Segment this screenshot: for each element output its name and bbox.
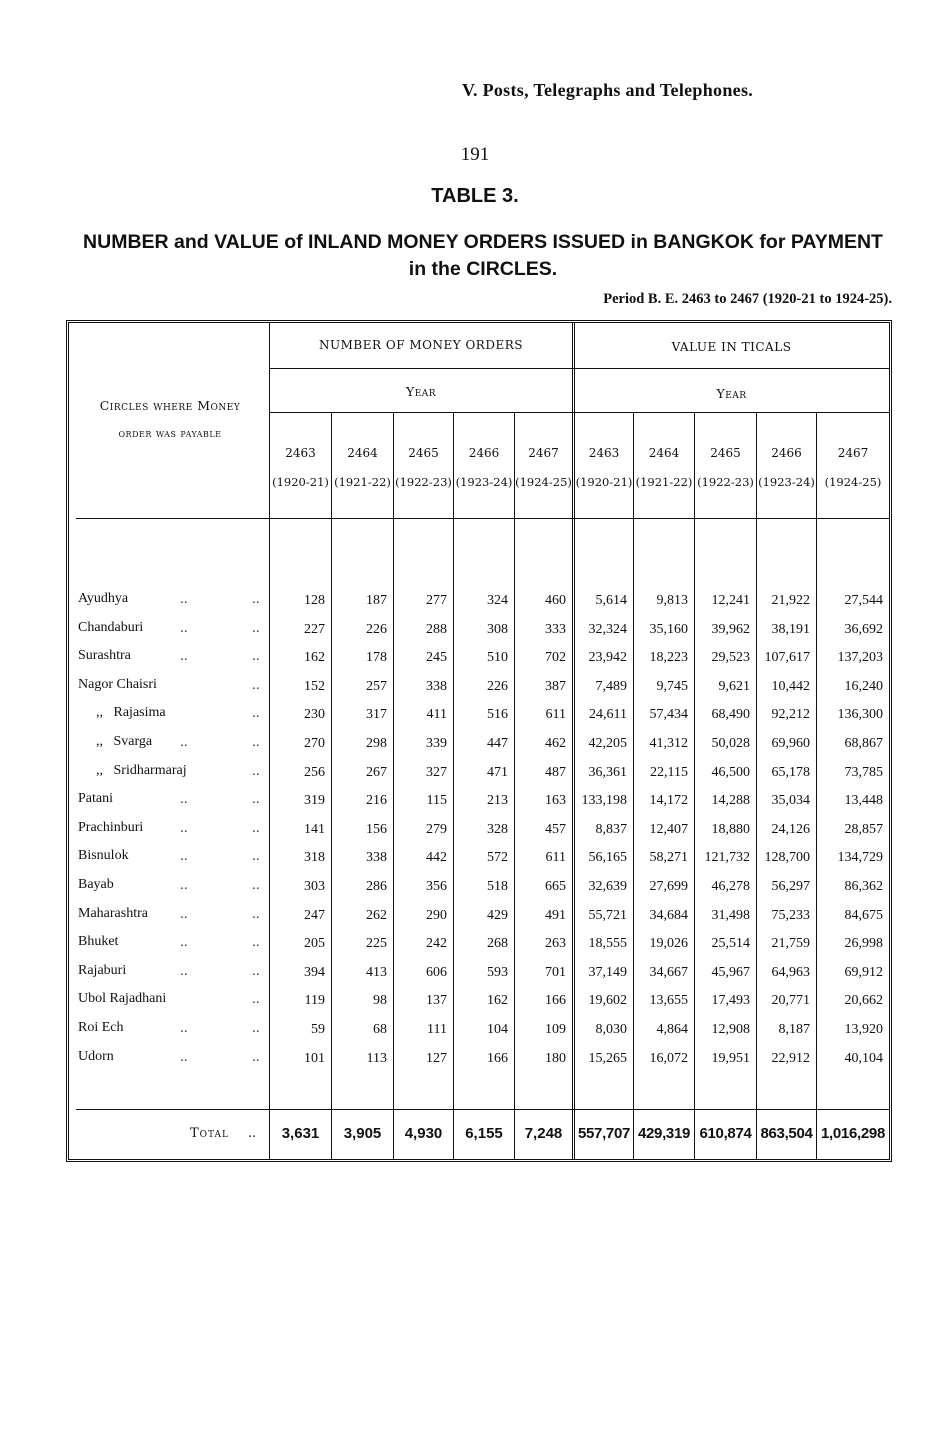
value-cell: 65,178: [771, 764, 810, 780]
leader-dots: ..: [180, 820, 188, 835]
table-row: [0, 591, 950, 619]
value-cell: 35,034: [771, 793, 810, 809]
value-cell: 56,297: [771, 879, 810, 894]
value-cell: 19,026: [649, 936, 688, 952]
value-cell: 55,721: [588, 907, 627, 923]
count-cell: 104: [487, 1022, 508, 1037]
count-cell: 338: [426, 678, 447, 694]
count-cell: 518: [487, 879, 508, 894]
value-cell: 24,611: [589, 707, 627, 723]
value-cell: 36,361: [588, 764, 627, 780]
count-cell: 429: [487, 907, 508, 923]
total-value-cell: 863,504: [760, 1125, 813, 1142]
leader-dots: ..: [252, 735, 260, 749]
value-cell: 41,312: [649, 736, 688, 751]
table-row: [0, 791, 950, 819]
table-row: [0, 763, 950, 791]
table-row: [0, 620, 950, 648]
year-ce-cell: (1922-23): [395, 475, 452, 489]
value-cell: 12,407: [649, 821, 688, 837]
table-label: TABLE 3.: [431, 185, 519, 207]
total-dots: ..: [248, 1126, 257, 1141]
year-be-cell: 2466: [771, 446, 802, 460]
count-cell: 205: [304, 936, 325, 952]
value-cell: 73,785: [844, 764, 883, 780]
value-cell: 64,963: [771, 964, 810, 980]
value-cell: 4,864: [656, 1022, 688, 1037]
count-cell: 288: [426, 621, 447, 637]
leader-dots: ..: [252, 620, 260, 635]
table-row: [0, 906, 950, 934]
value-cell: 69,960: [771, 736, 810, 751]
count-cell: 411: [426, 707, 447, 723]
leader-dots: ..: [252, 935, 260, 950]
count-cell: 156: [366, 821, 387, 837]
value-cell: 14,172: [649, 793, 688, 809]
value-cell: 31,498: [711, 907, 750, 923]
table-row: [0, 934, 950, 962]
circle-name: Roi Ech: [78, 1020, 124, 1035]
circle-name: Bisnulok: [78, 848, 129, 864]
total-count-cell: 7,248: [524, 1125, 563, 1142]
table-row: [0, 648, 950, 676]
value-cell: 13,655: [649, 993, 688, 1009]
year-ce-cell: (1923-24): [758, 475, 815, 489]
leader-dots: ..: [252, 792, 260, 807]
value-cell: 134,729: [837, 850, 883, 866]
leader-dots: ..: [252, 649, 260, 664]
count-cell: 127: [426, 1050, 447, 1066]
circle-name: ,, Rajasima: [96, 705, 166, 721]
year-header-value: Year: [716, 386, 747, 401]
count-cell: 665: [545, 879, 566, 894]
value-cell: 18,555: [588, 936, 627, 952]
value-cell: 39,962: [711, 621, 750, 637]
count-cell: 101: [304, 1050, 325, 1066]
value-cell: 46,500: [711, 764, 750, 780]
year-ce-cell: (1921-22): [334, 475, 391, 489]
value-cell: 45,967: [711, 964, 750, 980]
leader-dots: ..: [180, 878, 188, 892]
page-number: 191: [460, 144, 490, 165]
value-cell: 50,028: [711, 736, 750, 751]
circle-name: Prachinburi: [78, 819, 144, 835]
count-cell: 277: [426, 593, 447, 608]
leader-dots: ..: [252, 1049, 260, 1064]
value-cell: 24,126: [771, 821, 810, 837]
circle-name: Ubol Rajadhani: [78, 991, 167, 1007]
count-cell: 462: [545, 736, 566, 751]
value-cell: 16,240: [844, 678, 883, 694]
count-cell: 701: [545, 964, 566, 980]
leader-dots: ..: [252, 849, 260, 864]
count-cell: 593: [487, 964, 508, 980]
count-cell: 166: [487, 1050, 508, 1066]
count-cell: 242: [426, 936, 447, 952]
year-ce-cell: (1921-22): [635, 475, 693, 489]
count-cell: 227: [304, 621, 325, 637]
year-header-count: Year: [405, 384, 437, 399]
total-value-cell: 429,319: [637, 1125, 691, 1142]
value-cell: 27,544: [844, 593, 883, 608]
value-cell: 20,662: [844, 993, 883, 1009]
count-cell: 152: [304, 678, 325, 694]
value-cell: 9,745: [656, 678, 688, 694]
count-cell: 394: [304, 964, 325, 980]
value-cell: 69,912: [844, 964, 883, 980]
leader-dots: ..: [252, 963, 260, 978]
leader-dots: ..: [180, 906, 188, 921]
count-cell: 68: [373, 1022, 387, 1037]
count-cell: 137: [426, 993, 447, 1009]
count-cell: 457: [545, 821, 566, 837]
leader-dots: ..: [252, 906, 260, 921]
total-value-cell: 557,707: [577, 1125, 631, 1142]
count-cell: 230: [304, 707, 325, 723]
count-cell: 59: [311, 1022, 325, 1037]
value-cell: 8,837: [595, 821, 627, 837]
total-count-cell: 4,930: [404, 1125, 443, 1142]
count-cell: 98: [373, 993, 387, 1009]
value-cell: 68,867: [844, 736, 883, 751]
circle-name: Chandaburi: [78, 619, 144, 635]
leader-dots: ..: [252, 592, 260, 606]
count-cell: 109: [545, 1022, 566, 1037]
leader-dots: ..: [180, 735, 188, 749]
value-cell: 68,490: [711, 707, 750, 723]
value-cell: 10,442: [771, 678, 810, 694]
year-be-cell: 2464: [648, 446, 680, 460]
leader-dots: ..: [180, 620, 188, 635]
value-cell: 8,030: [595, 1022, 627, 1037]
value-cell: 21,922: [771, 593, 810, 608]
value-cell: 92,212: [771, 707, 810, 723]
total-count-cell: 6,155: [465, 1125, 503, 1142]
value-cell: 58,271: [649, 850, 688, 866]
value-cell: 107,617: [764, 650, 810, 666]
value-cell: 133,198: [581, 793, 627, 809]
value-cell: 136,300: [837, 707, 883, 723]
period-note: Period B. E. 2463 to 2467 (1920-21 to 1924-25).: [603, 291, 892, 307]
value-cell: 17,493: [711, 993, 750, 1009]
value-cell: 86,362: [844, 879, 883, 894]
value-cell: 26,998: [844, 936, 883, 952]
count-cell: 256: [304, 764, 325, 780]
leader-dots: ..: [180, 1049, 188, 1064]
year-be-cell: 2464: [347, 446, 378, 460]
count-cell: 447: [487, 736, 508, 751]
table-heading-line1: NUMBER and VALUE of INLAND MONEY ORDERS ISSUED in BANGKOK for PAYMENT: [83, 231, 883, 253]
table-row: [0, 734, 950, 762]
count-cell: 162: [304, 650, 325, 666]
group-header-value: VALUE IN TICALS: [671, 340, 792, 354]
year-be-cell: 2466: [468, 446, 500, 460]
circle-name: Bayab: [78, 877, 114, 892]
count-cell: 226: [487, 678, 508, 694]
count-cell: 128: [304, 593, 325, 608]
total-count-cell: 3,905: [343, 1125, 382, 1142]
count-cell: 516: [487, 707, 508, 723]
year-ce-cell: (1920-21): [272, 475, 329, 489]
table-row: [0, 877, 950, 905]
count-cell: 611: [545, 707, 566, 723]
value-cell: 19,602: [588, 993, 627, 1009]
value-cell: 5,614: [595, 593, 627, 608]
value-cell: 9,621: [718, 678, 750, 694]
count-cell: 216: [366, 793, 387, 809]
leader-dots: ..: [252, 763, 260, 778]
count-cell: 338: [366, 850, 387, 866]
value-cell: 34,667: [649, 964, 688, 980]
value-cell: 22,115: [650, 764, 688, 780]
count-cell: 471: [487, 764, 508, 780]
table-row: [0, 677, 950, 705]
count-cell: 115: [426, 793, 447, 809]
count-cell: 324: [487, 593, 508, 608]
table-row: [0, 1049, 950, 1077]
count-cell: 290: [426, 907, 447, 923]
count-cell: 213: [487, 793, 508, 809]
leader-dots: ..: [252, 706, 260, 721]
total-count-cell: 3,631: [281, 1125, 320, 1142]
count-cell: 226: [366, 621, 387, 637]
circle-name: Bhuket: [78, 934, 119, 950]
leader-dots: ..: [180, 849, 188, 864]
circle-name: ,, Svarga: [96, 734, 153, 749]
year-be-cell: 2463: [285, 446, 316, 460]
value-cell: 20,771: [771, 993, 810, 1009]
value-cell: 29,523: [711, 650, 750, 666]
year-be-cell: 2465: [710, 446, 741, 460]
row-header-line2: order was payable: [118, 427, 222, 440]
count-cell: 245: [426, 650, 447, 666]
circle-name: Patani: [78, 791, 113, 807]
count-cell: 262: [366, 907, 387, 923]
table-row: [0, 705, 950, 733]
count-cell: 187: [366, 593, 387, 608]
circle-name: Surashtra: [78, 648, 131, 664]
total-value-cell: 1,016,298: [820, 1125, 886, 1142]
circle-name: ,, Sridharmaraj: [96, 762, 187, 778]
value-cell: 13,920: [844, 1022, 883, 1037]
table-row: [0, 848, 950, 876]
count-cell: 257: [366, 678, 387, 694]
value-cell: 37,149: [588, 964, 627, 980]
count-cell: 611: [545, 850, 566, 866]
value-cell: 57,434: [649, 707, 688, 723]
year-be-cell: 2465: [408, 446, 439, 460]
circle-name: Udorn: [78, 1048, 114, 1064]
value-cell: 25,514: [711, 936, 750, 952]
count-cell: 113: [366, 1050, 387, 1066]
circle-name: Ayudhya: [78, 591, 129, 606]
count-cell: 286: [366, 879, 387, 894]
count-cell: 606: [426, 964, 447, 980]
year-ce-cell: (1923-24): [455, 475, 513, 489]
circle-name: Maharashtra: [78, 905, 148, 921]
count-cell: 319: [304, 793, 325, 809]
count-cell: 460: [545, 593, 566, 608]
circle-name: Rajaburi: [78, 962, 127, 978]
count-cell: 333: [545, 621, 566, 637]
value-cell: 13,448: [844, 793, 883, 809]
count-cell: 267: [366, 764, 387, 780]
leader-dots: ..: [252, 677, 260, 692]
value-cell: 9,813: [656, 593, 688, 608]
count-cell: 166: [545, 993, 566, 1009]
value-cell: 7,489: [595, 678, 627, 694]
group-header-count: NUMBER OF MONEY ORDERS: [319, 338, 523, 352]
value-cell: 8,187: [778, 1022, 810, 1037]
count-cell: 356: [426, 879, 447, 894]
table-heading-line2: in the CIRCLES.: [408, 258, 558, 280]
count-cell: 702: [545, 650, 566, 666]
count-cell: 387: [545, 678, 566, 694]
value-cell: 75,233: [771, 907, 810, 923]
value-cell: 34,684: [649, 907, 688, 923]
value-cell: 23,942: [588, 650, 627, 666]
leader-dots: ..: [180, 1021, 188, 1035]
year-ce-cell: (1924-25): [824, 475, 882, 489]
leader-dots: ..: [252, 878, 260, 892]
count-cell: 339: [426, 736, 447, 751]
count-cell: 328: [487, 821, 508, 837]
leader-dots: ..: [252, 1021, 260, 1035]
total-value-cell: 610,874: [699, 1125, 752, 1142]
value-cell: 12,908: [711, 1022, 750, 1037]
count-cell: 279: [426, 821, 447, 837]
count-cell: 413: [366, 964, 387, 980]
count-cell: 298: [366, 736, 387, 751]
value-cell: 46,278: [711, 879, 750, 894]
count-cell: 247: [304, 907, 325, 923]
count-cell: 141: [304, 821, 325, 837]
leader-dots: ..: [180, 592, 188, 606]
value-cell: 15,265: [588, 1050, 627, 1066]
count-cell: 270: [304, 736, 325, 751]
count-cell: 111: [427, 1022, 447, 1037]
leader-dots: ..: [252, 820, 260, 835]
count-cell: 119: [304, 993, 325, 1009]
leader-dots: ..: [180, 935, 188, 950]
count-cell: 308: [487, 621, 508, 637]
value-cell: 19,951: [711, 1050, 750, 1066]
value-cell: 128,700: [764, 850, 810, 866]
value-cell: 18,880: [711, 821, 750, 837]
value-cell: 16,072: [649, 1050, 688, 1066]
value-cell: 12,241: [711, 593, 750, 608]
count-cell: 491: [545, 907, 566, 923]
count-cell: 327: [426, 764, 447, 780]
count-cell: 178: [366, 650, 387, 666]
value-cell: 38,191: [771, 621, 810, 637]
value-cell: 42,205: [588, 736, 627, 751]
table-heading: [70, 229, 896, 283]
leader-dots: ..: [252, 992, 260, 1007]
value-cell: 21,759: [771, 936, 810, 952]
table-row: [0, 991, 950, 1019]
count-cell: 318: [304, 850, 325, 866]
count-cell: 442: [426, 850, 447, 866]
count-cell: 163: [545, 793, 566, 809]
leader-dots: ..: [180, 792, 188, 807]
count-cell: 317: [366, 707, 387, 723]
table-row: [0, 820, 950, 848]
table-row: [0, 963, 950, 991]
year-ce-cell: (1922-23): [697, 475, 754, 489]
value-cell: 36,692: [844, 621, 883, 637]
section-title: V. Posts, Telegraphs and Telephones.: [462, 80, 754, 100]
year-ce-cell: (1920-21): [575, 475, 633, 489]
value-cell: 28,857: [844, 821, 883, 837]
year-ce-cell: (1924-25): [515, 475, 572, 489]
value-cell: 56,165: [588, 850, 627, 866]
value-cell: 32,324: [588, 621, 627, 637]
value-cell: 84,675: [844, 907, 883, 923]
value-cell: 121,732: [704, 850, 750, 866]
count-cell: 225: [366, 936, 387, 952]
value-cell: 27,699: [649, 879, 688, 894]
row-header-line1: Circles where Money: [99, 398, 241, 413]
value-cell: 32,639: [588, 879, 627, 894]
count-cell: 263: [545, 936, 566, 952]
value-cell: 137,203: [837, 650, 883, 666]
count-cell: 572: [487, 850, 508, 866]
year-be-cell: 2467: [528, 446, 559, 460]
value-cell: 40,104: [844, 1050, 883, 1066]
value-cell: 22,912: [771, 1050, 810, 1066]
count-cell: 162: [487, 993, 508, 1009]
count-cell: 487: [545, 764, 566, 780]
value-cell: 14,288: [711, 793, 750, 809]
year-be-cell: 2463: [588, 446, 620, 460]
count-cell: 510: [487, 650, 508, 666]
year-be-cell: 2467: [837, 446, 869, 460]
count-cell: 268: [487, 936, 508, 952]
count-cell: 180: [545, 1050, 566, 1066]
total-label: Total: [190, 1126, 230, 1141]
count-cell: 303: [304, 879, 325, 894]
value-cell: 18,223: [649, 650, 688, 666]
circle-name: Nagor Chaisri: [78, 676, 157, 692]
leader-dots: ..: [180, 649, 188, 664]
table-row: [0, 1020, 950, 1048]
leader-dots: ..: [180, 963, 188, 978]
value-cell: 35,160: [649, 621, 688, 637]
